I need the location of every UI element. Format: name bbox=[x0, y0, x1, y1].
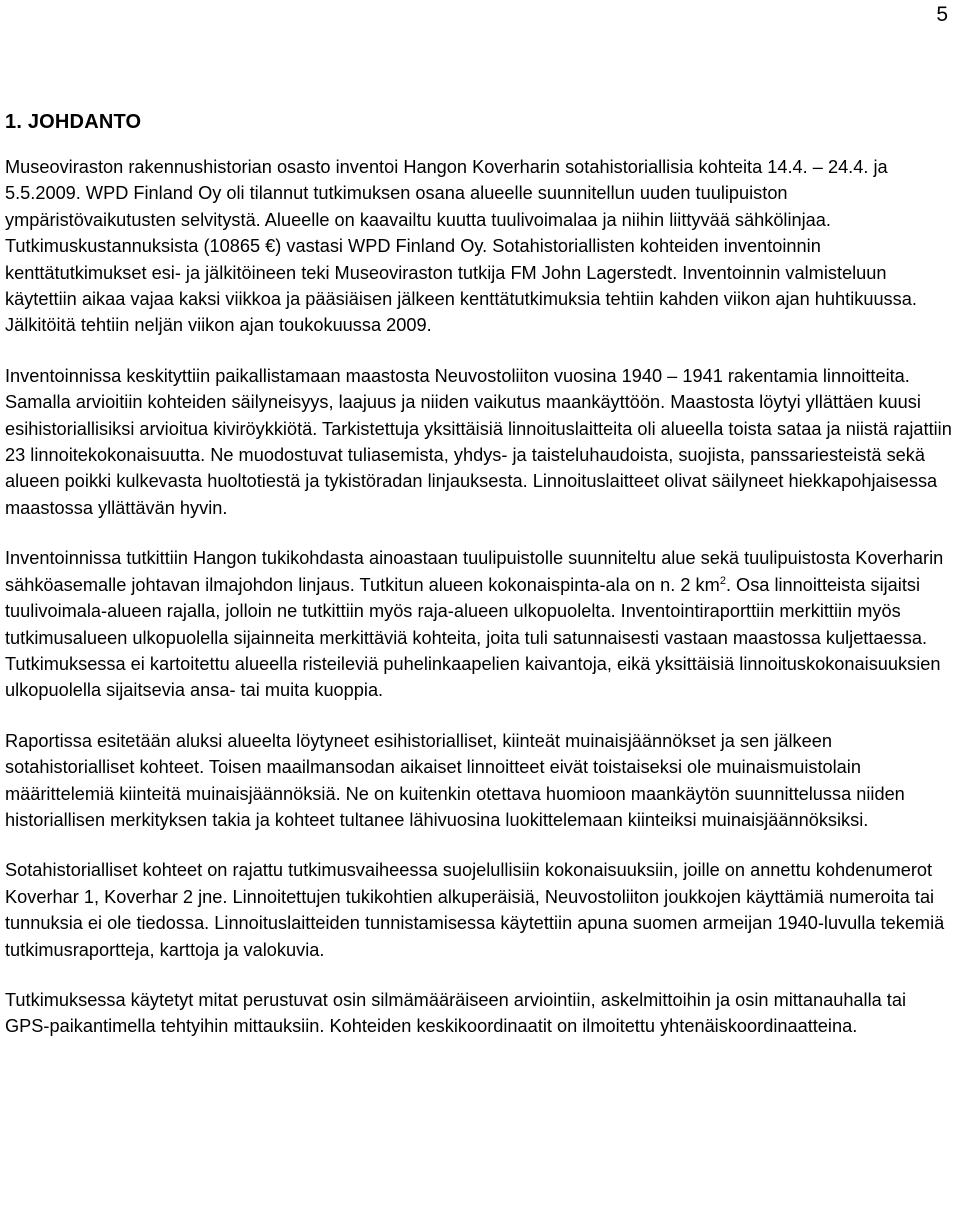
section-heading: 1. JOHDANTO bbox=[5, 111, 142, 133]
study-area-text-2: . Osa linnoitteista sijaitsi tuulivoimala-alueen rajalla, jolloin ne tutkittiin myös raja-alueen ulkopuolelta. Inventointiraporttiin merkittiin myös tutkimusalueen ulkopuolella sijainneita merkittäviä kohteita, joita tuli satunnaisesti vastaan maastossa kuljettaessa. Tutkimuksessa ei kartoitettu alueella risteileviä puhelinkaapelien kaivantoja, eikä yksittäisiä linnoituskokonaisuuksien ulkopuolella sijaitsevia ansa- tai muita kuoppia. bbox=[5, 574, 941, 701]
superscript-2: 2 bbox=[719, 574, 726, 587]
paragraph-measurements: Tutkimuksessa käytetyt mitat perustuvat osin silmämääräiseen arviointiin, askelmittoihin ja osin mittanauhalla tai GPS-paikantimella tehtyihin mittauksiin. Kohteiden keskikoordinaatit on ilmoitettu yhtenäiskoordinaatteina. bbox=[5, 989, 907, 1037]
paragraph-site-numbering: Sotahistorialliset kohteet on rajattu tutkimusvaiheessa suojelullisiin kokonaisuuksiin, joille on annettu kohdenumerot Koverhar 1, Koverhar 2 jne. Linnoitettujen tukikohtien alkuperäisiä, Neuvostoliiton joukkojen käyttämiä numeroita tai tunnuksia ei ole tiedossa. Linnoituslaitteiden tunnistamisessa käytettiin apuna suomen armeijan 1940-luvulla tekemiä tutkimusraportteja, karttoja ja valokuvia. bbox=[5, 860, 945, 960]
document-body bbox=[5, 154, 953, 1064]
paragraph-inventory-focus: Inventoinnissa keskityttiin paikallistamaan maastosta Neuvostoliiton vuosina 1940 – 1941 rakentamia linnoitteita. Samalla arvioitiin kohteiden säilyneisyys, laajuus ja niiden vaikutus maankäyttöön. Maastosta löytyi yllättäen kuusi esihistoriallisiksi arvioitua kiviröykkiötä. Tarkistettuja yksittäisiä linnoituslaitteita oli alueella toista sataa ja niistä rajattiin 23 linnoitekokonaisuutta. Ne muodostuvat tuliasemista, yhdys- ja taisteluhaudoista, suojista, panssariesteistä sekä alueen poikki kulkevasta huoltotiestä ja tykistöradan linjauksesta. Linnoituslaitteet olivat säilyneet hiekkapohjaisessa maastossa yllättävän hyvin. bbox=[5, 365, 952, 518]
paragraph-study-area bbox=[5, 545, 953, 703]
paragraph-intro: Museoviraston rakennushistorian osasto inventoi Hangon Koverharin sotahistoriallisia kohteita 14.4. – 24.4. ja 5.5.2009. WPD Finland Oy oli tilannut tutkimuksen osana alueelle suunnitellun uuden tuulipuiston ympäristövaikutusten selvitystä. Alueelle on kaavailtu kuutta tuulivoimalaa ja niihin liittyvää sähkölinjaa. Tutkimuskustannuksista (10865 €) vastasi WPD Finland Oy. Sotahistoriallisten kohteiden inventoinnin kenttätutkimukset esi- ja jälkitöineen teki Museoviraston tutkija FM John Lagerstedt. Inventoinnin valmisteluun käytettiin aikaa vajaa kaksi viikkoa ja pääsiäisen jälkeen kenttätutkimuksia tehtiin kahden viikon ajan huhtikuussa. Jälkitöitä tehtiin neljän viikon ajan toukokuussa 2009. bbox=[5, 157, 917, 336]
study-area-text-1: Inventoinnissa tutkittiin Hangon tukikohdasta ainoastaan tuulipuistolle suunniteltu alue sekä tuulipuistosta Koverharin sähköasemalle johtavan ilmajohdon linjaus. Tutkitun alueen kokonaispinta-ala on n. 2 km bbox=[5, 548, 944, 595]
page-number: 5 bbox=[936, 3, 948, 26]
paragraph-report-structure: Raportissa esitetään aluksi alueelta löytyneet esihistorialliset, kiinteät muinaisjäännökset ja sen jälkeen sotahistorialliset kohteet. Toisen maailmansodan aikaiset linnoitteet eivät toistaiseksi ole muinaismuistolain määrittelemiä kiinteitä muinaisjäännöksiä. Ne on kuitenkin otettava huomioon maankäytön suunnittelussa niiden historiallisen merkityksen takia ja kohteet tultanee lähivuosina luokittelemaan kiinteiksi muinaisjäännöksiksi. bbox=[5, 730, 905, 830]
